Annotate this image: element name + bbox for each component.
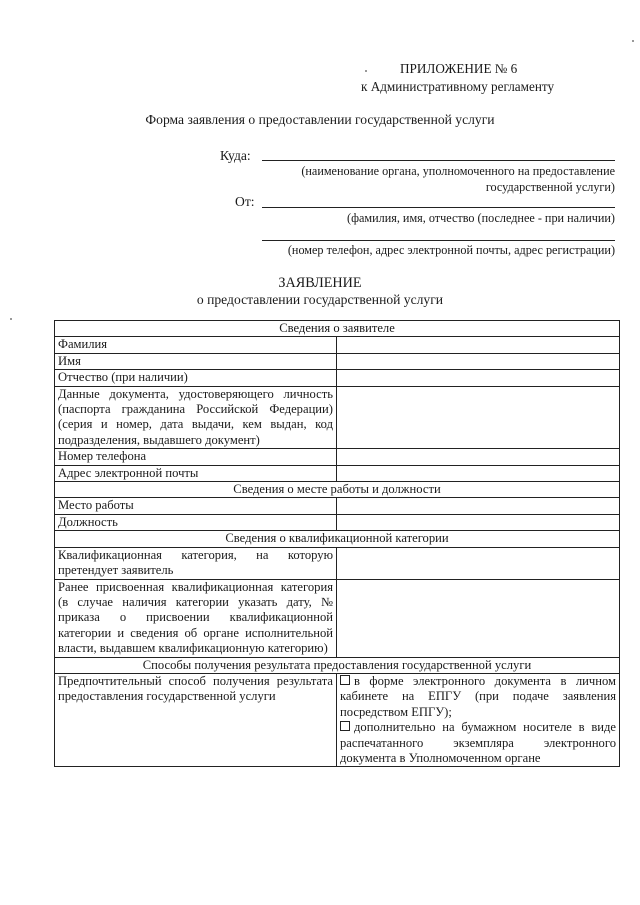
table-row <box>55 673 620 766</box>
field-value-patronymic[interactable] <box>337 370 620 386</box>
section-row-work <box>55 482 620 498</box>
checkbox-icon[interactable] <box>340 721 350 731</box>
result-options <box>337 673 620 766</box>
field-label-workplace: Место работы <box>55 498 337 514</box>
option-paper[interactable] <box>340 720 616 766</box>
section-row-qualification <box>55 531 620 547</box>
option-epgu-label: в форме электронного документа в личном кабинете на ЕПГУ (при подаче заявления посредством ЕПГУ); <box>340 673 617 719</box>
field-label-result-method: Предпочтительный способ получения результата предоставления государственной услуги <box>55 673 337 766</box>
contact-hint: (номер телефон, адрес электронной почты, адрес регистрации) <box>287 243 615 257</box>
field-value-qualification-claimed[interactable] <box>337 547 620 579</box>
field-value-workplace[interactable] <box>337 498 620 514</box>
option-epgu[interactable] <box>340 674 616 720</box>
field-label-patronymic: Отчество (при наличии) <box>55 370 337 386</box>
field-label-name: Имя <box>55 353 337 369</box>
from-hint: (фамилия, имя, отчество (последнее - при наличии) <box>347 211 615 225</box>
appendix-title: ПРИЛОЖЕНИЕ № 6 <box>400 61 518 76</box>
field-label-qualification-claimed: Квалификационная категория, на которую претендует заявитель <box>55 547 337 579</box>
section-header-applicant: Сведения о заявителе <box>55 321 620 337</box>
section-row-applicant <box>55 321 620 337</box>
scan-speck <box>632 40 634 42</box>
document-subtitle: о предоставлении государственной услуги <box>196 292 444 307</box>
table-row <box>55 547 620 579</box>
from-label: От: <box>235 194 255 209</box>
field-label-position: Должность <box>55 514 337 530</box>
form-title: Форма заявления о предоставлении государственной услуги <box>145 112 495 127</box>
field-label-email: Адрес электронной почты <box>55 465 337 481</box>
section-header-result: Способы получения результата предоставления государственной услуги <box>55 657 620 673</box>
field-value-surname[interactable] <box>337 337 620 353</box>
field-value-qualification-previous[interactable] <box>337 579 620 657</box>
appendix-subtitle: к Административному регламенту <box>361 79 555 94</box>
contact-line <box>262 240 615 241</box>
field-label-qualification-previous: Ранее присвоенная квалификационная категория (в случае наличия категории указать дату, № приказа о присвоении квалификационной категории и сведения об органе исполнительной власти, выдавшем квалификационную категорию) <box>55 579 337 657</box>
field-label-phone: Номер телефона <box>55 449 337 465</box>
table-row <box>55 465 620 481</box>
scan-speck <box>10 318 12 320</box>
table-row <box>55 337 620 353</box>
table-row <box>55 579 620 657</box>
checkbox-icon[interactable] <box>340 675 350 685</box>
field-value-name[interactable] <box>337 353 620 369</box>
table-row <box>55 353 620 369</box>
field-value-phone[interactable] <box>337 449 620 465</box>
document-title: ЗАЯВЛЕНИЕ <box>278 275 362 291</box>
application-form-table <box>54 320 620 767</box>
from-line <box>262 207 615 208</box>
section-header-work: Сведения о месте работы и должности <box>55 482 620 498</box>
to-label: Куда: <box>220 148 251 163</box>
field-label-id-document: Данные документа, удостоверяющего личность (паспорта гражданина Российской Федерации) (серия и номер, дата выдачи, кем выдан, код подразделения, выдавшего документ) <box>55 386 337 449</box>
field-value-id-document[interactable] <box>337 386 620 449</box>
field-value-position[interactable] <box>337 514 620 530</box>
section-row-result <box>55 657 620 673</box>
field-value-email[interactable] <box>337 465 620 481</box>
field-label-surname: Фамилия <box>55 337 337 353</box>
to-line <box>262 160 615 161</box>
option-paper-label: дополнительно на бумажном носителе в виде распечатанного экземпляра электронного документа в Уполномоченном органе <box>340 720 617 765</box>
to-hint: (наименование органа, уполномоченного на предоставление государственной услуги) <box>301 164 615 194</box>
section-header-qualification: Сведения о квалификационной категории <box>55 531 620 547</box>
scan-speck <box>365 70 367 72</box>
table-row <box>55 498 620 514</box>
table-row <box>55 449 620 465</box>
table-row <box>55 370 620 386</box>
table-row <box>55 386 620 449</box>
table-row <box>55 514 620 530</box>
